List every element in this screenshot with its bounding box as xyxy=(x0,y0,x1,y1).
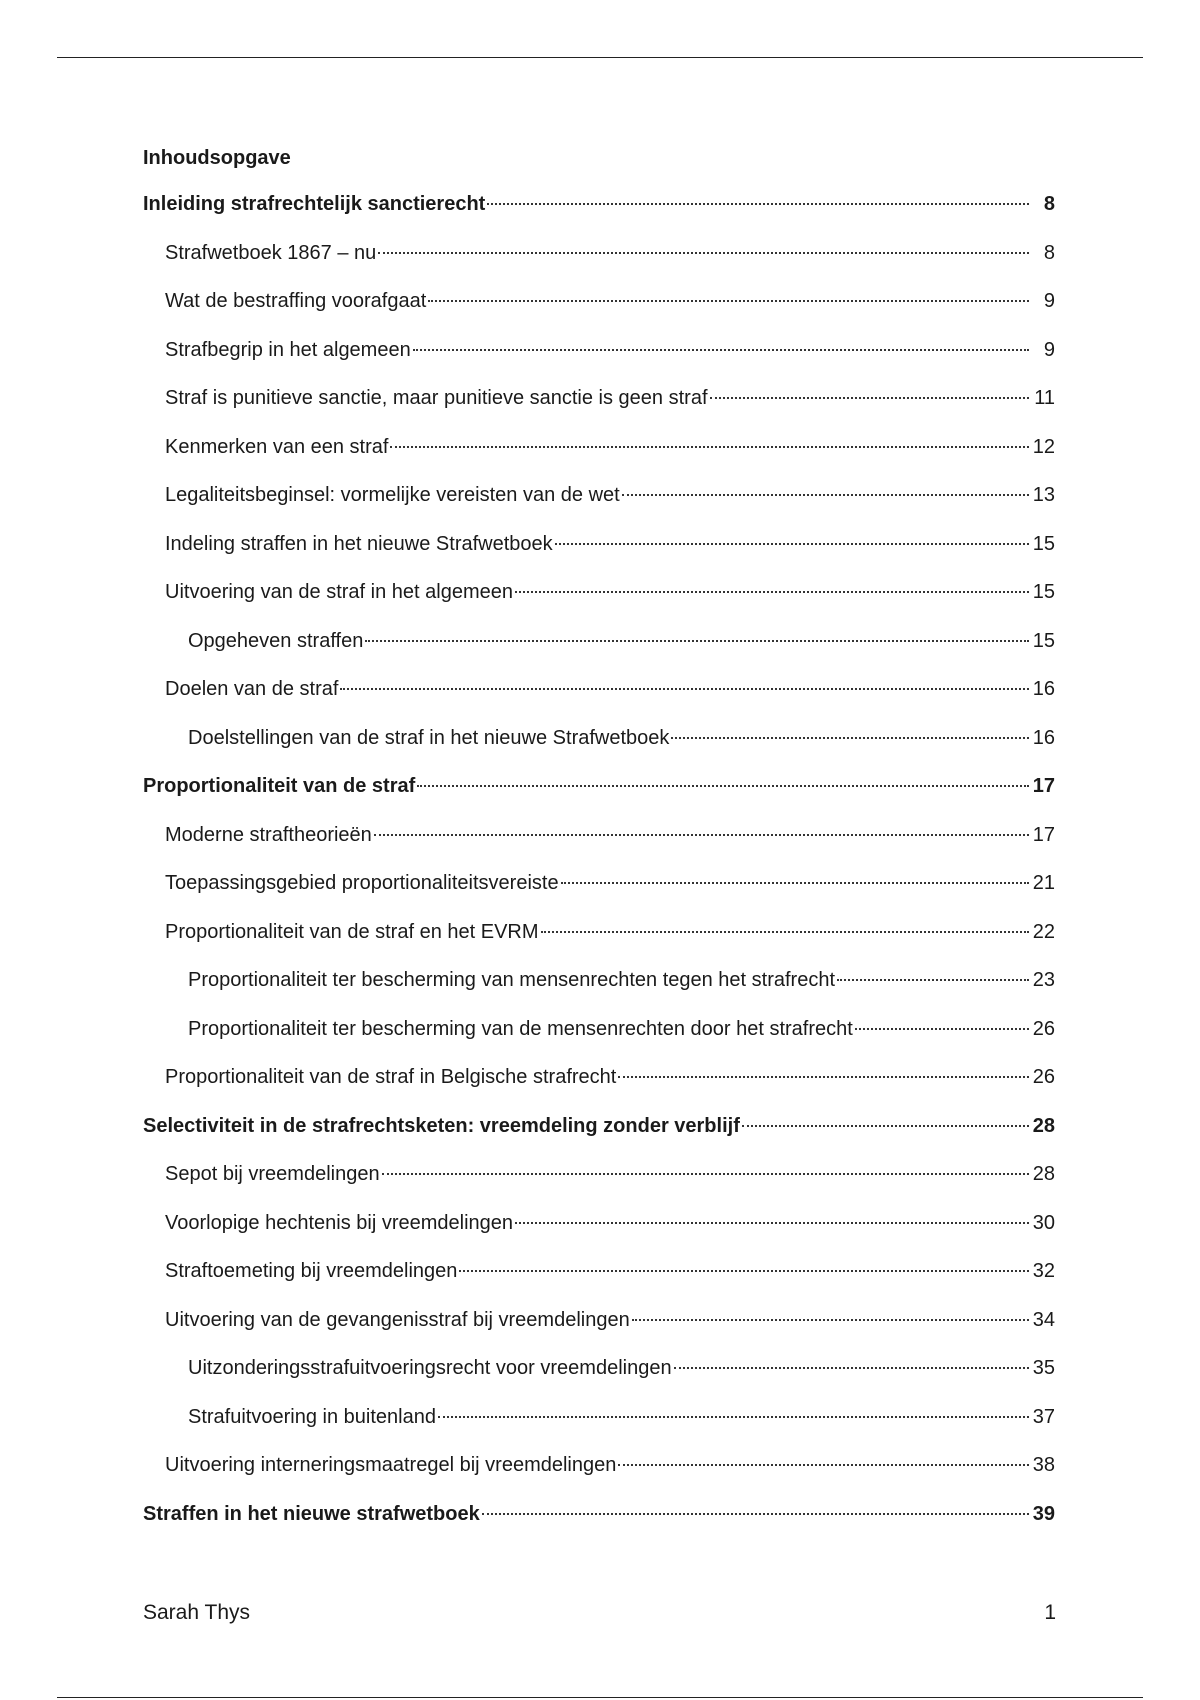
toc-dot-leader xyxy=(541,931,1029,933)
toc-entry-page: 9 xyxy=(1043,338,1055,361)
toc-dot-leader xyxy=(390,446,1029,448)
toc-dot-leader xyxy=(374,834,1029,836)
toc-entry-page: 15 xyxy=(1032,581,1055,603)
toc-entry[interactable] xyxy=(143,432,1055,481)
toc-entry[interactable] xyxy=(143,577,1055,626)
toc-dot-leader xyxy=(710,397,1030,399)
toc-entry-title: Uitvoering interneringsmaatregel bij vreemdelingen xyxy=(165,1454,617,1476)
toc-dot-leader xyxy=(365,640,1029,642)
toc-entry-title: Proportionaliteit van de straf en het EVRM xyxy=(165,920,539,943)
toc-dot-leader xyxy=(632,1319,1029,1321)
toc-entry-page: 30 xyxy=(1032,1211,1055,1234)
toc-dot-leader xyxy=(459,1270,1029,1272)
toc-entry-title: Selectiviteit in de strafrechtsketen: vreemdeling zonder verblijf xyxy=(143,1114,740,1137)
toc-entry[interactable] xyxy=(143,674,1055,723)
toc-entry-page: 22 xyxy=(1032,920,1055,943)
toc-entry-page: 12 xyxy=(1032,435,1055,458)
toc-entry-page: 11 xyxy=(1034,387,1055,409)
toc-entry[interactable] xyxy=(143,1159,1055,1208)
toc-entry-page: 16 xyxy=(1032,678,1055,700)
toc-entry-page: 26 xyxy=(1032,1066,1055,1088)
toc-entry-page: 8 xyxy=(1043,193,1055,215)
toc-entry-title: Sepot bij vreemdelingen xyxy=(165,1163,380,1185)
toc-dot-leader xyxy=(417,785,1029,787)
toc-entry[interactable] xyxy=(143,1353,1055,1402)
toc-entry-page: 16 xyxy=(1032,726,1055,749)
toc-entry[interactable] xyxy=(143,1402,1055,1451)
toc-entry-page: 21 xyxy=(1032,872,1055,894)
toc-entry[interactable] xyxy=(143,820,1055,869)
toc-entry-title: Straf is punitieve sanctie, maar punitieve sanctie is geen straf xyxy=(165,387,708,409)
footer-rule xyxy=(57,1697,1143,1698)
toc-entry-page: 17 xyxy=(1032,823,1055,846)
toc-entry-title: Strafuitvoering in buitenland xyxy=(188,1405,436,1428)
toc-dot-leader xyxy=(618,1464,1029,1466)
toc-entry-page: 15 xyxy=(1032,532,1055,555)
toc-entry[interactable] xyxy=(143,723,1055,772)
toc-dot-leader xyxy=(378,252,1029,254)
toc-dot-leader xyxy=(855,1028,1029,1030)
footer-page-number: 1 xyxy=(1044,1601,1056,1624)
toc-dot-leader xyxy=(555,543,1029,545)
toc-entry-title: Proportionaliteit ter bescherming van de mensenrechten door het strafrecht xyxy=(188,1017,853,1040)
toc-entry-page: 34 xyxy=(1032,1308,1055,1331)
toc-dot-leader xyxy=(413,349,1029,351)
toc-dot-leader xyxy=(515,591,1029,593)
toc-entry-page: 13 xyxy=(1032,484,1055,506)
toc-entry-title: Doelstellingen van de straf in het nieuwe Strafwetboek xyxy=(188,726,670,749)
toc-entry[interactable] xyxy=(143,1208,1055,1257)
toc-entry-page: 28 xyxy=(1032,1114,1055,1137)
toc-entry-title: Straffen in het nieuwe strafwetboek xyxy=(143,1502,480,1525)
toc-entry-title: Opgeheven straffen xyxy=(188,629,364,652)
toc-dot-leader xyxy=(515,1222,1029,1224)
toc-entry-page: 17 xyxy=(1032,775,1055,797)
toc-entry[interactable] xyxy=(143,917,1055,966)
toc-entry-page: 26 xyxy=(1032,1017,1055,1040)
toc-heading: Inhoudsopgave xyxy=(143,147,291,169)
toc-entry[interactable] xyxy=(143,383,1055,432)
toc-entry[interactable] xyxy=(143,1111,1055,1160)
toc-entry-page: 23 xyxy=(1032,969,1055,991)
toc-entry[interactable] xyxy=(143,286,1055,335)
toc-entry-page: 37 xyxy=(1032,1405,1055,1428)
toc-entry[interactable] xyxy=(143,1305,1055,1354)
toc-entry[interactable] xyxy=(143,1256,1055,1305)
toc-dot-leader xyxy=(837,979,1029,981)
toc-list xyxy=(143,189,1055,1547)
toc-entry-page: 35 xyxy=(1032,1357,1055,1379)
toc-entry[interactable] xyxy=(143,771,1055,820)
toc-entry-title: Indeling straffen in het nieuwe Strafwetboek xyxy=(165,532,553,555)
toc-dot-leader xyxy=(482,1513,1029,1515)
toc-entry-page: 39 xyxy=(1032,1502,1055,1525)
toc-entry[interactable] xyxy=(143,965,1055,1014)
toc-entry-page: 32 xyxy=(1032,1260,1055,1282)
toc-entry-title: Inleiding strafrechtelijk sanctierecht xyxy=(143,193,486,215)
toc-entry-page: 15 xyxy=(1032,629,1055,652)
toc-dot-leader xyxy=(618,1076,1029,1078)
toc-dot-leader xyxy=(622,494,1029,496)
toc-entry-page: 8 xyxy=(1043,241,1055,264)
toc-dot-leader xyxy=(561,882,1029,884)
toc-dot-leader xyxy=(428,300,1029,302)
toc-entry-page: 28 xyxy=(1032,1163,1055,1185)
toc-dot-leader xyxy=(742,1125,1029,1127)
table-of-contents xyxy=(143,141,1055,1547)
toc-entry-title: Proportionaliteit ter bescherming van mensenrechten tegen het strafrecht xyxy=(188,969,836,991)
toc-entry[interactable] xyxy=(143,1499,1055,1548)
toc-entry[interactable] xyxy=(143,529,1055,578)
toc-entry-title: Strafbegrip in het algemeen xyxy=(165,338,411,361)
toc-entry-title: Uitzonderingsstrafuitvoeringsrecht voor vreemdelingen xyxy=(188,1357,672,1379)
toc-entry[interactable] xyxy=(143,868,1055,917)
toc-entry-title: Moderne straftheorieën xyxy=(165,823,372,846)
toc-entry-title: Voorlopige hechtenis bij vreemdelingen xyxy=(165,1211,514,1234)
toc-entry-title: Legaliteitsbeginsel: vormelijke vereisten van de wet xyxy=(165,484,620,506)
toc-entry-page: 38 xyxy=(1032,1454,1055,1476)
toc-entry[interactable] xyxy=(143,1014,1055,1063)
toc-entry-title: Proportionaliteit van de straf xyxy=(143,775,416,797)
toc-entry[interactable] xyxy=(143,480,1055,529)
header-rule xyxy=(57,57,1143,58)
toc-entry-title: Straftoemeting bij vreemdelingen xyxy=(165,1260,458,1282)
toc-dot-leader xyxy=(382,1173,1029,1175)
toc-entry-page: 9 xyxy=(1043,290,1055,312)
toc-entry-title: Uitvoering van de straf in het algemeen xyxy=(165,581,513,603)
toc-entry-title: Wat de bestraffing voorafgaat xyxy=(165,290,427,312)
toc-entry-title: Kenmerken van een straf xyxy=(165,435,389,458)
toc-entry[interactable] xyxy=(143,1062,1055,1111)
toc-dot-leader xyxy=(487,203,1029,205)
toc-entry[interactable] xyxy=(143,1450,1055,1499)
toc-dot-leader xyxy=(438,1416,1029,1418)
toc-dot-leader xyxy=(671,737,1029,739)
footer-author: Sarah Thys xyxy=(143,1601,250,1624)
toc-entry-title: Uitvoering van de gevangenisstraf bij vreemdelingen xyxy=(165,1308,630,1331)
toc-entry-title: Toepassingsgebied proportionaliteitsvereiste xyxy=(165,872,559,894)
toc-entry-title: Proportionaliteit van de straf in Belgische strafrecht xyxy=(165,1066,617,1088)
toc-entry[interactable] xyxy=(143,238,1055,287)
toc-dot-leader xyxy=(340,688,1029,690)
toc-entry[interactable] xyxy=(143,626,1055,675)
toc-entry[interactable] xyxy=(143,189,1055,238)
toc-entry[interactable] xyxy=(143,335,1055,384)
toc-dot-leader xyxy=(674,1367,1029,1369)
toc-entry-title: Doelen van de straf xyxy=(165,678,339,700)
toc-entry-title: Strafwetboek 1867 – nu xyxy=(165,241,377,264)
